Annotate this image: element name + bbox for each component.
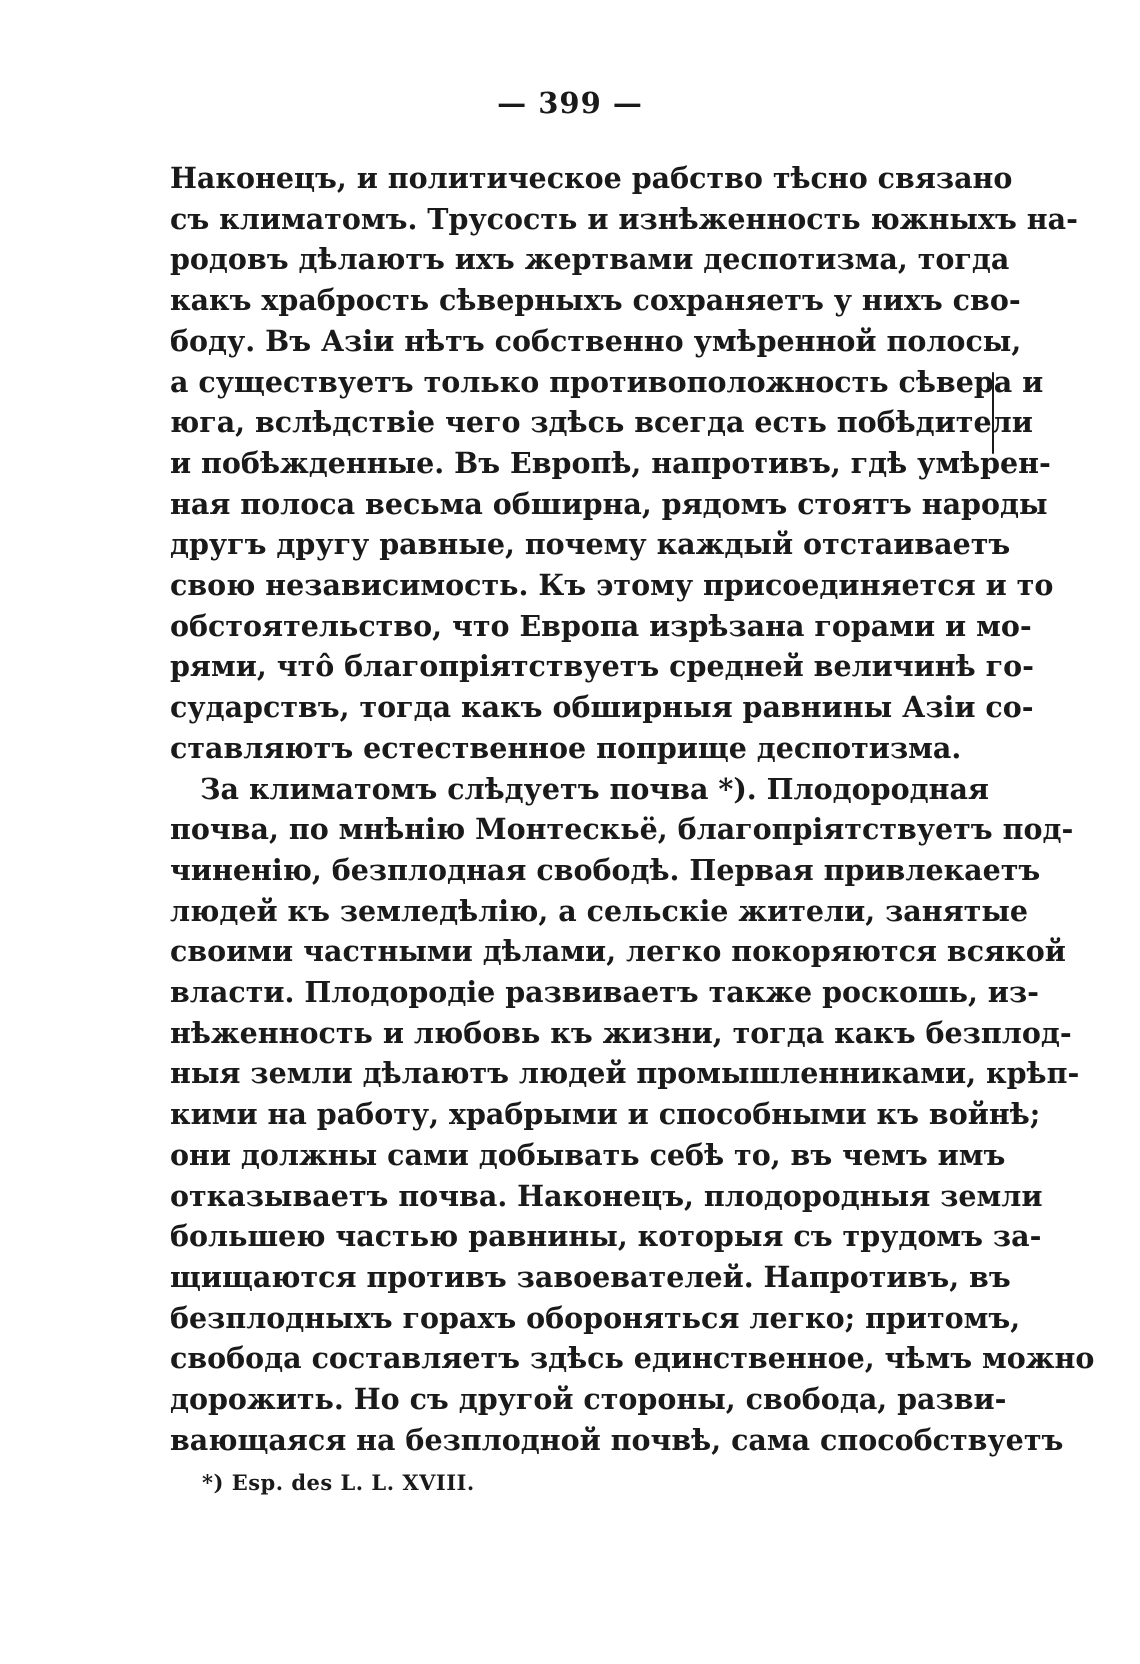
text-line: нѣженность и любовь къ жизни, тогда какъ безплод- [170,1015,1072,1050]
text-line: ная полоса весьма обширна, рядомъ стоятъ народы [170,486,1048,521]
text-line: какъ храбрость сѣверныхъ сохраняетъ у нихъ сво- [170,283,1021,318]
text-line: безплодныхъ горахъ обороняться легко; притомъ, [170,1300,1021,1335]
text-line: Наконецъ, и политическое рабство тѣсно связано [170,161,1013,195]
text-line: ныя земли дѣлаютъ людей промышленниками, крѣп- [170,1056,1080,1091]
text-line: отказываетъ почва. Наконецъ, плодородныя земли [170,1178,1043,1213]
text-line: сударствъ, тогда какъ обширныя равнины Азіи со- [170,690,1034,725]
text-line: За климатомъ слѣдуетъ почва *). Плодородная [200,771,989,806]
text-line: обстоятельство, что Европа изрѣзана горами и мо- [170,608,1032,643]
page-number: — 399 — [497,86,643,120]
text-line: они должны сами добывать себѣ то, въ чемъ имъ [170,1137,1006,1172]
text-line: и побѣжденные. Въ Европѣ, напротивъ, гдѣ умѣрен- [170,445,1051,480]
text-line: родовъ дѣлаютъ ихъ жертвами деспотизма, тогда [170,242,1010,277]
text-line: людей къ земледѣлію, а сельскіе жители, занятые [170,893,1029,928]
text-line: щищаются противъ завоевателей. Напротивъ, въ [170,1259,1011,1294]
text-line: большею частью равнины, которыя съ трудомъ за- [170,1219,1042,1254]
text-line: боду. Въ Азіи нѣтъ собственно умѣренной полосы, [170,323,1022,358]
text-line: юга, вслѣдствіе чего здѣсь всегда есть побѣдители [170,405,1033,440]
text-line: ставляютъ естественное поприще деспотизма. [170,730,962,765]
text-line: чиненію, безплодная свободѣ. Первая привлекаетъ [170,852,1041,887]
text-line: а существуетъ только противоположность сѣвера и [170,364,1044,399]
footnote: *) Esp. des L. L. XVIII. [202,1470,475,1495]
text-line: кими на работу, храбрыми и способными къ войнѣ; [170,1097,1041,1132]
text-line: рями, что̂ благопріятствуетъ средней величинѣ го- [170,649,1034,684]
body-text [170,158,1095,1461]
text-line: другъ другу равные, почему каждый отстаиваетъ [170,527,1011,562]
text-line: свою независимость. Къ этому присоединяется и то [170,568,1054,603]
text-line: своими частными дѣлами, легко покоряются всякой [170,934,1066,969]
text-line: власти. Плодородіе развиваетъ также роскошь, из- [170,975,1039,1010]
text-line: вающаяся на безплодной почвѣ, сама способствуетъ [170,1422,1064,1457]
text-line: почва, по мнѣнію Монтескьё, благопріятствуетъ под- [170,812,1074,847]
text-line: дорожить. Но съ другой стороны, свобода, разви- [170,1382,1007,1417]
text-line: съ климатомъ. Трусость и изнѣженность южныхъ на- [170,201,1078,236]
text-line: свобода составляетъ здѣсь единственное, чѣмъ можно [170,1341,1095,1376]
